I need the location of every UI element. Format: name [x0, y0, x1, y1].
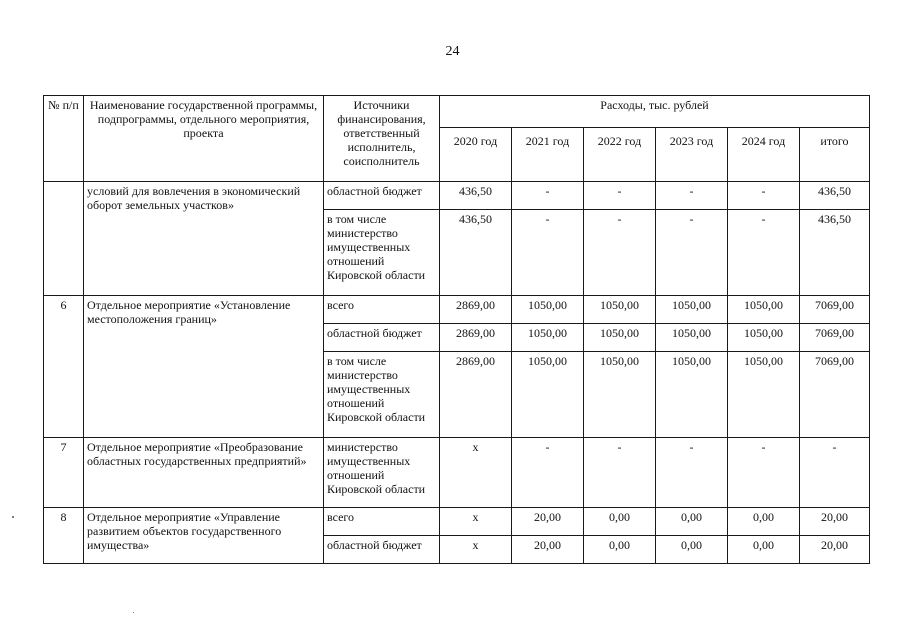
- row-source: в том числе министерство имущественных отношений Кировской области: [324, 352, 440, 438]
- table-row: [44, 508, 870, 536]
- value-2023: 1050,00: [656, 296, 728, 324]
- value-2021: 20,00: [512, 508, 584, 536]
- value-2023: 0,00: [656, 536, 728, 564]
- value-2021: 1050,00: [512, 296, 584, 324]
- value-2023: 1050,00: [656, 324, 728, 352]
- header-year-2023: 2023 год: [656, 128, 728, 182]
- value-2024: -: [728, 210, 800, 296]
- row-source: в том числе министерство имущественных отношений Кировской области: [324, 210, 440, 296]
- value-total: 7069,00: [800, 296, 870, 324]
- row-source: областной бюджет: [324, 182, 440, 210]
- table-row: [44, 438, 870, 508]
- value-2023: -: [656, 182, 728, 210]
- row-name: Отдельное мероприятие «Преобразование областных государственных предприятий»: [84, 438, 324, 508]
- value-2022: -: [584, 182, 656, 210]
- value-2020: x: [440, 508, 512, 536]
- header-total: итого: [800, 128, 870, 182]
- row-source: всего: [324, 296, 440, 324]
- value-2021: -: [512, 438, 584, 508]
- value-total: 20,00: [800, 536, 870, 564]
- value-2021: -: [512, 210, 584, 296]
- value-total: 436,50: [800, 210, 870, 296]
- header-year-2022: 2022 год: [584, 128, 656, 182]
- header-year-2024: 2024 год: [728, 128, 800, 182]
- value-total: 20,00: [800, 508, 870, 536]
- value-2023: -: [656, 438, 728, 508]
- scan-speck: [133, 612, 134, 613]
- header-source: Источники финансирования, ответственный исполнитель, соисполнитель: [324, 96, 440, 182]
- value-2024: -: [728, 438, 800, 508]
- row-name: Отдельное мероприятие «Установление местоположения границ»: [84, 296, 324, 438]
- value-2022: 1050,00: [584, 352, 656, 438]
- value-2023: 0,00: [656, 508, 728, 536]
- value-2024: 1050,00: [728, 296, 800, 324]
- value-2021: -: [512, 182, 584, 210]
- value-2023: 1050,00: [656, 352, 728, 438]
- value-2024: 1050,00: [728, 324, 800, 352]
- value-total: -: [800, 438, 870, 508]
- value-2021: 1050,00: [512, 324, 584, 352]
- value-2022: 1050,00: [584, 296, 656, 324]
- value-2022: -: [584, 438, 656, 508]
- row-num: [44, 182, 84, 296]
- row-num: 8: [44, 508, 84, 564]
- row-num: 7: [44, 438, 84, 508]
- header-expenses: Расходы, тыс. рублей: [440, 96, 870, 128]
- header-year-2020: 2020 год: [440, 128, 512, 182]
- scan-speck: [12, 516, 14, 518]
- row-source: министерство имущественных отношений Кировской области: [324, 438, 440, 508]
- value-2021: 1050,00: [512, 352, 584, 438]
- row-source: всего: [324, 508, 440, 536]
- row-name: условий для вовлечения в экономический оборот земельных участков»: [84, 182, 324, 296]
- page-number: 24: [445, 44, 460, 59]
- table-row: [44, 182, 870, 210]
- value-total: 7069,00: [800, 352, 870, 438]
- value-2022: 1050,00: [584, 324, 656, 352]
- row-name: Отдельное мероприятие «Управление развитием объектов государственного имущества»: [84, 508, 324, 564]
- row-source: областной бюджет: [324, 536, 440, 564]
- value-2024: 0,00: [728, 508, 800, 536]
- header-year-2021: 2021 год: [512, 128, 584, 182]
- value-2020: 2869,00: [440, 296, 512, 324]
- value-2022: 0,00: [584, 536, 656, 564]
- value-2020: x: [440, 438, 512, 508]
- value-2023: -: [656, 210, 728, 296]
- value-2020: 436,50: [440, 210, 512, 296]
- value-2020: 2869,00: [440, 352, 512, 438]
- table-row: [44, 296, 870, 324]
- row-num: 6: [44, 296, 84, 438]
- row-source: областной бюджет: [324, 324, 440, 352]
- header-num: № п/п: [44, 96, 84, 182]
- value-2022: 0,00: [584, 508, 656, 536]
- header-name: Наименование государственной программы, подпрограммы, отдельного мероприятия, проекта: [84, 96, 324, 182]
- value-2024: 0,00: [728, 536, 800, 564]
- value-2024: 1050,00: [728, 352, 800, 438]
- value-total: 7069,00: [800, 324, 870, 352]
- value-2022: -: [584, 210, 656, 296]
- value-2024: -: [728, 182, 800, 210]
- value-2020: 436,50: [440, 182, 512, 210]
- value-2020: 2869,00: [440, 324, 512, 352]
- value-total: 436,50: [800, 182, 870, 210]
- financing-table: [43, 95, 870, 564]
- value-2020: x: [440, 536, 512, 564]
- value-2021: 20,00: [512, 536, 584, 564]
